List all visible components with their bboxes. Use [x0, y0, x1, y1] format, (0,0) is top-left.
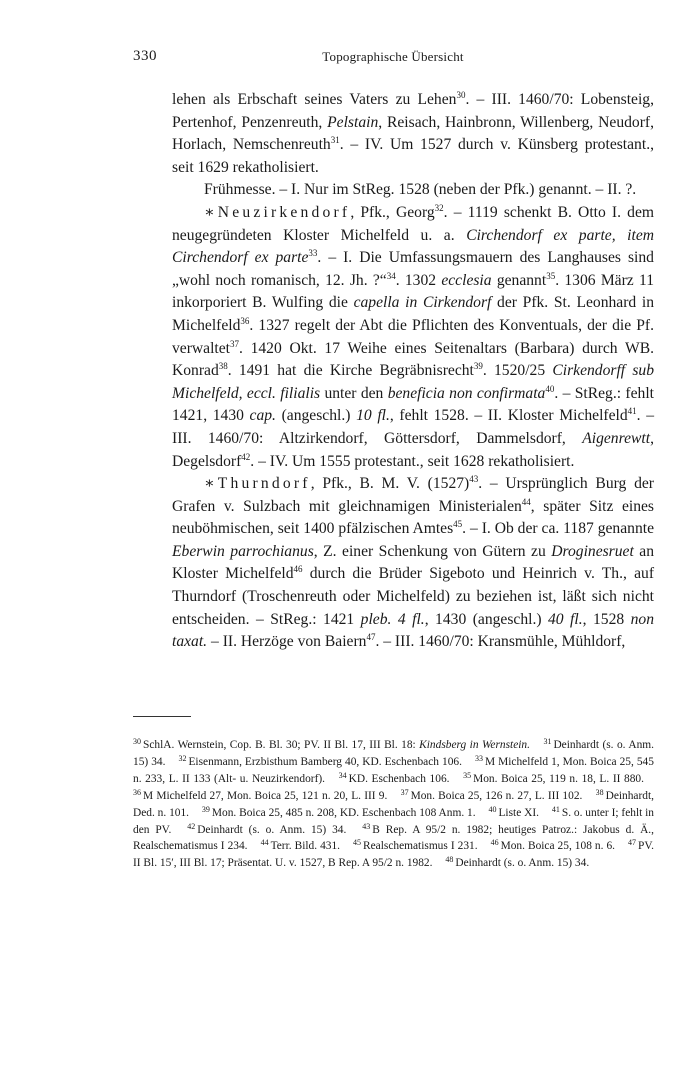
text-run: lehen als Erbschaft seines Vaters zu Lehen	[172, 91, 457, 108]
footnote-number: 47	[628, 838, 637, 848]
footnote-number: 37	[400, 787, 409, 797]
footnote	[338, 770, 450, 785]
italic-text: cap.	[249, 407, 276, 425]
text-run: SchlA. Wernstein, Cop. B. Bl. 30; PV. II Bl. 17, III Bl. 18:	[143, 739, 420, 751]
footnote-number: 48	[445, 855, 454, 865]
footnote-reference: 39	[473, 361, 483, 372]
italic-text: non taxat.	[172, 610, 655, 651]
footnote-number: 45	[353, 838, 362, 848]
italic-text: Droginesruet	[551, 542, 634, 560]
text-run: , Reisach, Hainbronn, Willenberg, Neudorf, Horlach, Nemschenreuth	[172, 113, 654, 154]
footnote-rule	[133, 716, 191, 717]
footnote-reference: 46	[293, 564, 303, 575]
text-run: Eisenmann, Erzbisthum Bamberg 40, KD. Eschenbach 106.	[188, 755, 462, 768]
footnote-number: 39	[201, 804, 210, 814]
footnote	[187, 821, 347, 836]
text-run: . – IV. Um 1527 durch v. Künsberg protestant., seit 1629 rekatholisiert.	[172, 136, 654, 176]
text-run: Mon. Boica 25, 119 n. 18, L. II 880.	[473, 772, 644, 785]
footnote-reference: 37	[230, 338, 240, 349]
text-run: , Z. einer Schenkung von Gütern zu	[313, 542, 552, 560]
body-paragraph	[172, 473, 654, 654]
text-run: Deinhardt (s. o. Anm. 15) 34.	[455, 857, 590, 870]
footnote	[488, 804, 539, 819]
text-run: Terr. Bild. 431.	[270, 840, 341, 853]
footnote-reference: 30	[456, 90, 466, 100]
italic-text: Kindsberg in Wernstein.	[419, 739, 530, 751]
text-run: (angeschl.)	[275, 407, 357, 425]
text-run: Liste XI.	[498, 806, 539, 819]
italic-text: Cirkendorff sub Michelfeld, eccl. filialis	[172, 362, 654, 402]
text-run: . – 1119 schenkt B. Otto I. dem neugegründeten Kloster Michelfeld u. a.	[172, 203, 655, 244]
text-run: Mon. Boica 25, 108 n. 6.	[500, 840, 616, 853]
footnote	[133, 739, 530, 751]
text-run: . 1327 regelt der Abt die Pflichten des Konventuals, der die Pf. verwaltet	[172, 316, 654, 357]
footnote-number: 34	[338, 770, 347, 780]
italic-text: beneficia non confirmata	[387, 384, 546, 402]
italic-text: ecclesia	[441, 271, 492, 289]
text-run: M Michelfeld 1, Mon. Boica 25, 545 n. 233, L. II 133 (Alt- u. Neuzirkendorf).	[133, 755, 654, 785]
footnote-reference: 44	[521, 496, 531, 507]
text-run: B Rep. A 95/2 n. 1982; heutiges Patroz.: Jakobus d. Ä., Realschematismus I 234.	[133, 823, 654, 853]
footnotes	[133, 737, 654, 872]
text-run: . – IV. Um 1555 protestant., seit 1628 rekatholisiert.	[250, 452, 575, 470]
footnote-number: 32	[178, 753, 187, 763]
footnote-reference: 31	[330, 135, 340, 146]
footnote	[353, 840, 478, 852]
footnote-reference: 35	[546, 270, 556, 281]
text-run: . 1302	[395, 271, 442, 289]
text-run: . 1420 Okt. 17 Weihe eines Seitenaltars (Barbara) durch WB. Konrad	[172, 339, 654, 380]
footnote-number: 36	[133, 787, 141, 797]
footnote-number: 31	[543, 737, 552, 746]
text-run: , Degelsdorf	[172, 429, 654, 470]
text-run: S. o. unter I; fehlt in den PV.	[133, 806, 654, 836]
footnote-block	[133, 737, 654, 872]
running-title: Topographische Übersicht	[322, 49, 464, 64]
body-paragraph	[172, 179, 654, 202]
footnote-number: 30	[133, 737, 141, 746]
footnote-reference: 42	[241, 451, 251, 462]
text-run: . – I. Ob der ca. 1187 genannte	[462, 520, 654, 538]
text-run: . 1520/25	[482, 362, 553, 380]
text-run: . – III. 1460/70: Altzirkendorf, Göttersdorf, Dammelsdorf,	[172, 407, 655, 447]
italic-text: Pelstain	[327, 113, 379, 131]
text-run: , später Sitz eines neuböhmischen, seit 1400 pfälzischen Amtes	[172, 497, 654, 538]
text-run: Mon. Boica 25, 485 n. 208, KD. Eschenbach 108 Anm. 1.	[211, 806, 476, 819]
footnote-reference: 43	[469, 474, 479, 485]
italic-text: Circhendorf ex parte, item Circhendorf ex parte	[172, 226, 654, 267]
footnote-reference: 41	[627, 406, 637, 417]
footnote-reference: 34	[386, 270, 396, 281]
italic-text: 10 fl.	[356, 407, 390, 425]
text-run: KD. Eschenbach 106.	[348, 772, 450, 785]
footnote-reference: 33	[308, 248, 318, 259]
text-run: . – Ursprünglich Burg der Grafen v. Sulzbach mit gleichnamigen Ministerialen	[172, 475, 654, 515]
footnote-number: 46	[490, 838, 499, 848]
place-heading: ∗Thurndorf	[204, 475, 311, 493]
text-run: unter den	[320, 384, 388, 402]
text-run: PV. II Bl. 15′, III Bl. 17; Präsentat. U. v. 1527, B Rep. A 95/2 n. 1982.	[133, 840, 654, 870]
footnote	[201, 804, 476, 819]
text-run: M Michelfeld 27, Mon. Boica 25, 121 n. 20, L. III 9.	[143, 789, 388, 802]
footnote-number: 35	[463, 770, 472, 780]
text-run: . 1306 März 11 inkorporiert B. Wulfing die	[172, 271, 655, 312]
text-run: durch die Brüder Sigeboto und Heinrich v. Th., auf Thurndorf (Troschenreuth oder Michelfeld) zu beziehen ist, läßt sich nicht entscheiden. – StReg.: 1421	[172, 565, 655, 628]
main-text	[172, 89, 654, 654]
footnote-reference: 32	[434, 202, 444, 213]
footnote	[261, 840, 340, 852]
footnote-number: 42	[187, 821, 196, 831]
footnote	[491, 840, 615, 852]
text-run: – II. Herzöge von Baiern	[207, 633, 367, 651]
italic-text: Eberwin parrochianus	[172, 542, 314, 560]
text-run: . – III. 1460/70: Lobensteig, Pertenhof, Penzenreuth,	[172, 91, 654, 131]
text-run: , fehlt 1528. – II. Kloster Michelfeld	[389, 407, 628, 425]
text-run: . 1491 hat die Kirche Begräbnisrecht	[227, 362, 474, 380]
page-header	[133, 48, 653, 68]
body-paragraph	[172, 89, 654, 179]
text-run: Deinhardt (s. o. Anm. 15) 34.	[133, 739, 654, 768]
italic-text: Aigenrewtt	[582, 429, 651, 447]
text-run: . – III. 1460/70: Kransmühle, Mühldorf,	[375, 633, 626, 651]
footnote-number: 33	[474, 753, 483, 763]
footnote-reference: 47	[366, 632, 376, 643]
text-run: Deinhardt (s. o. Anm. 15) 34.	[197, 823, 347, 836]
text-run: . – StReg.: fehlt 1421, 1430	[172, 384, 654, 425]
text-run: , Pfk., Georg	[350, 203, 435, 221]
text-run: . – I. Die Umfassungsmauern des Langhauses sind „wohl noch romanisch, 12. Jh. ?“	[172, 249, 654, 289]
text-run: , 1430 (angeschl.)	[424, 610, 548, 628]
text-run: Deinhardt, Ded. n. 101.	[133, 789, 654, 819]
text-run: Frühmesse. – I. Nur im StReg. 1528 (neben der Pfk.) genannt. – II. ?.	[204, 181, 637, 199]
italic-text: 40 fl.	[548, 610, 583, 628]
footnote-reference: 45	[453, 519, 463, 530]
footnote-reference: 36	[240, 315, 250, 326]
footnote	[445, 857, 589, 869]
footnote-number: 40	[488, 804, 497, 814]
footnote	[463, 770, 644, 785]
text-run: genannt	[491, 271, 547, 289]
text-run: an Kloster Michelfeld	[172, 542, 654, 583]
body-paragraph	[172, 202, 654, 473]
text-run: , 1528	[582, 610, 631, 628]
text-run: Mon. Boica 25, 126 n. 27, L. III 102.	[410, 789, 583, 802]
footnote	[133, 787, 388, 802]
page-number: 330	[133, 48, 157, 64]
footnote-number: 44	[260, 838, 269, 848]
text-run: Realschematismus I 231.	[363, 840, 478, 853]
footnote-number: 38	[595, 787, 604, 797]
italic-text: pleb. 4 fl.	[360, 610, 425, 628]
footnote-number: 41	[551, 804, 560, 814]
place-heading: ∗Neuzirkendorf	[204, 203, 351, 221]
text-run: , Pfk., B. M. V. (1527)	[310, 475, 470, 493]
footnote	[178, 753, 462, 768]
text-run: der Pfk. St. Leonhard in Michelfeld	[172, 294, 654, 334]
footnote-number: 43	[362, 821, 371, 831]
italic-text: capella in Cirkendorf	[353, 294, 492, 312]
footnote	[400, 787, 583, 802]
footnote-reference: 40	[545, 383, 555, 394]
footnote-reference: 38	[218, 361, 228, 372]
